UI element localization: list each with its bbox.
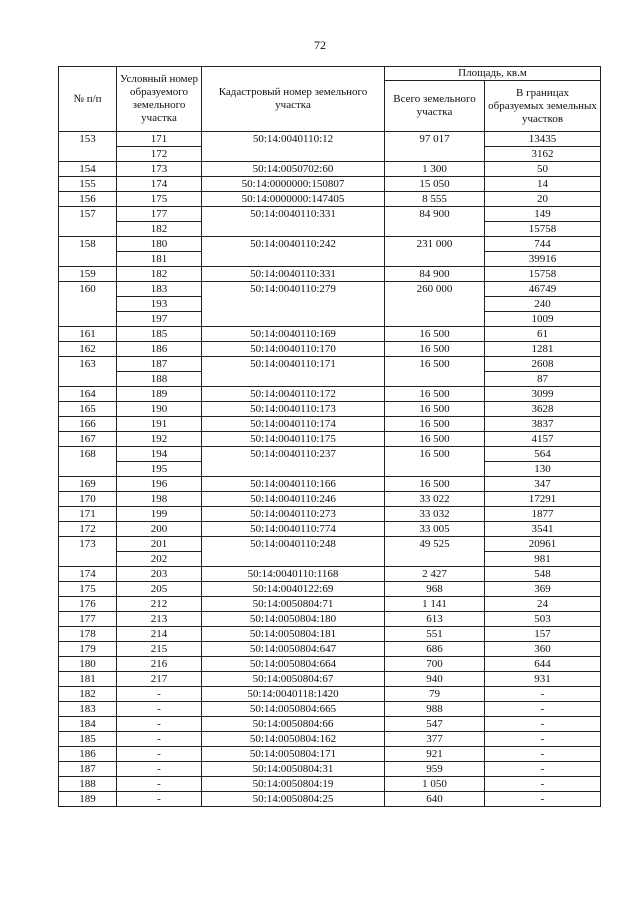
land-plots-table: [58, 66, 601, 807]
header-cadastral-number: Кадастровый номер земельного участка: [202, 67, 385, 132]
area-within-boundaries: 20: [485, 192, 601, 207]
conditional-plot-number: 172: [117, 147, 202, 162]
table-row: [59, 777, 601, 792]
conditional-plot-number: 215: [117, 642, 202, 657]
total-area: 921: [385, 747, 485, 762]
cadastral-number: 50:14:0050804:66: [202, 717, 385, 732]
row-number: 187: [59, 762, 117, 777]
table-header: [59, 67, 601, 132]
table-row: [59, 192, 601, 207]
conditional-plot-number: 188: [117, 372, 202, 387]
row-number: 177: [59, 612, 117, 627]
area-within-boundaries: 3099: [485, 387, 601, 402]
table-row: [59, 792, 601, 807]
area-within-boundaries: 564: [485, 447, 601, 462]
total-area: 988: [385, 702, 485, 717]
table-row: [59, 762, 601, 777]
area-within-boundaries: 1281: [485, 342, 601, 357]
cadastral-number: 50:14:0040110:273: [202, 507, 385, 522]
cadastral-number: 50:14:0040110:171: [202, 357, 385, 387]
cadastral-number: 50:14:0050804:665: [202, 702, 385, 717]
cadastral-number: 50:14:0040110:166: [202, 477, 385, 492]
table-row: [59, 492, 601, 507]
conditional-plot-number: 171: [117, 132, 202, 147]
cadastral-number: 50:14:0040110:175: [202, 432, 385, 447]
conditional-plot-number: 173: [117, 162, 202, 177]
area-within-boundaries: 50: [485, 162, 601, 177]
area-within-boundaries: 15758: [485, 222, 601, 237]
total-area: 16 500: [385, 342, 485, 357]
table-row: [59, 342, 601, 357]
area-within-boundaries: 3162: [485, 147, 601, 162]
table-row: [59, 657, 601, 672]
cadastral-number: 50:14:0040110:774: [202, 522, 385, 537]
row-number: 154: [59, 162, 117, 177]
total-area: 377: [385, 732, 485, 747]
header-conditional-number: Условный номер образуемого земельного участка: [117, 67, 202, 132]
area-within-boundaries: 1877: [485, 507, 601, 522]
cadastral-number: 50:14:0000000:147405: [202, 192, 385, 207]
area-within-boundaries: 369: [485, 582, 601, 597]
table-row: [59, 732, 601, 747]
area-within-boundaries: -: [485, 732, 601, 747]
area-within-boundaries: -: [485, 687, 601, 702]
row-number: 182: [59, 687, 117, 702]
area-within-boundaries: 20961: [485, 537, 601, 552]
table-row: [59, 702, 601, 717]
total-area: 84 900: [385, 207, 485, 237]
row-number: 188: [59, 777, 117, 792]
area-within-boundaries: 87: [485, 372, 601, 387]
row-number: 174: [59, 567, 117, 582]
total-area: 16 500: [385, 357, 485, 387]
row-number: 165: [59, 402, 117, 417]
total-area: 1 141: [385, 597, 485, 612]
total-area: 84 900: [385, 267, 485, 282]
table-row: [59, 432, 601, 447]
cadastral-number: 50:14:0050804:31: [202, 762, 385, 777]
cadastral-number: 50:14:0040110:237: [202, 447, 385, 477]
area-within-boundaries: -: [485, 747, 601, 762]
row-number: 167: [59, 432, 117, 447]
row-number: 162: [59, 342, 117, 357]
total-area: 16 500: [385, 327, 485, 342]
conditional-plot-number: 202: [117, 552, 202, 567]
area-within-boundaries: 3837: [485, 417, 601, 432]
conditional-plot-number: -: [117, 702, 202, 717]
row-number: 171: [59, 507, 117, 522]
row-number: 169: [59, 477, 117, 492]
cadastral-number: 50:14:0040110:248: [202, 537, 385, 567]
table-row: [59, 447, 601, 462]
total-area: 16 500: [385, 387, 485, 402]
total-area: 231 000: [385, 237, 485, 267]
cadastral-number: 50:14:0050804:67: [202, 672, 385, 687]
area-within-boundaries: 347: [485, 477, 601, 492]
page-number: 72: [314, 38, 326, 52]
cadastral-number: 50:14:0050804:181: [202, 627, 385, 642]
conditional-plot-number: -: [117, 777, 202, 792]
total-area: 33 005: [385, 522, 485, 537]
row-number: 168: [59, 447, 117, 477]
conditional-plot-number: 193: [117, 297, 202, 312]
area-within-boundaries: -: [485, 762, 601, 777]
total-area: 16 500: [385, 447, 485, 477]
conditional-plot-number: 203: [117, 567, 202, 582]
header-within-area: В границах образуемых земельных участков: [485, 81, 601, 132]
conditional-plot-number: 191: [117, 417, 202, 432]
row-number: 186: [59, 747, 117, 762]
table-row: [59, 642, 601, 657]
area-within-boundaries: 15758: [485, 267, 601, 282]
area-within-boundaries: 24: [485, 597, 601, 612]
total-area: 16 500: [385, 477, 485, 492]
table-row: [59, 387, 601, 402]
row-number: 160: [59, 282, 117, 327]
conditional-plot-number: 182: [117, 222, 202, 237]
total-area: 260 000: [385, 282, 485, 327]
row-number: 153: [59, 132, 117, 162]
area-within-boundaries: 149: [485, 207, 601, 222]
row-number: 176: [59, 597, 117, 612]
conditional-plot-number: 212: [117, 597, 202, 612]
row-number: 161: [59, 327, 117, 342]
total-area: 686: [385, 642, 485, 657]
cadastral-number: 50:14:0040110:279: [202, 282, 385, 327]
cadastral-number: 50:14:0040110:331: [202, 267, 385, 282]
row-number: 163: [59, 357, 117, 387]
area-within-boundaries: 1009: [485, 312, 601, 327]
cadastral-number: 50:14:0000000:150807: [202, 177, 385, 192]
conditional-plot-number: 174: [117, 177, 202, 192]
table-row: [59, 747, 601, 762]
area-within-boundaries: 2608: [485, 357, 601, 372]
conditional-plot-number: 182: [117, 267, 202, 282]
area-within-boundaries: 548: [485, 567, 601, 582]
row-number: 189: [59, 792, 117, 807]
total-area: 16 500: [385, 432, 485, 447]
conditional-plot-number: 186: [117, 342, 202, 357]
conditional-plot-number: 187: [117, 357, 202, 372]
area-within-boundaries: 644: [485, 657, 601, 672]
conditional-plot-number: -: [117, 732, 202, 747]
cadastral-number: 50:14:0040110:246: [202, 492, 385, 507]
cadastral-number: 50:14:0040110:169: [202, 327, 385, 342]
row-number: 158: [59, 237, 117, 267]
cadastral-number: 50:14:0040118:1420: [202, 687, 385, 702]
row-number: 183: [59, 702, 117, 717]
header-total-area: Всего земельного участка: [385, 81, 485, 132]
conditional-plot-number: 183: [117, 282, 202, 297]
cadastral-number: 50:14:0050804:25: [202, 792, 385, 807]
conditional-plot-number: 213: [117, 612, 202, 627]
conditional-plot-number: 185: [117, 327, 202, 342]
table-body: [59, 132, 601, 807]
table-row: [59, 282, 601, 297]
table-row: [59, 582, 601, 597]
table-row: [59, 522, 601, 537]
table-row: [59, 687, 601, 702]
cadastral-number: 50:14:0040110:331: [202, 207, 385, 237]
total-area: 640: [385, 792, 485, 807]
table-row: [59, 402, 601, 417]
total-area: 700: [385, 657, 485, 672]
table-row: [59, 267, 601, 282]
cadastral-number: 50:14:0040110:174: [202, 417, 385, 432]
conditional-plot-number: -: [117, 747, 202, 762]
row-number: 185: [59, 732, 117, 747]
area-within-boundaries: -: [485, 702, 601, 717]
conditional-plot-number: 201: [117, 537, 202, 552]
area-within-boundaries: 4157: [485, 432, 601, 447]
total-area: 97 017: [385, 132, 485, 162]
conditional-plot-number: 196: [117, 477, 202, 492]
row-number: 166: [59, 417, 117, 432]
row-number: 180: [59, 657, 117, 672]
area-within-boundaries: 157: [485, 627, 601, 642]
cadastral-number: 50:14:0040110:172: [202, 387, 385, 402]
area-within-boundaries: -: [485, 777, 601, 792]
total-area: 959: [385, 762, 485, 777]
row-number: 164: [59, 387, 117, 402]
cadastral-number: 50:14:0050804:19: [202, 777, 385, 792]
cadastral-number: 50:14:0050804:162: [202, 732, 385, 747]
conditional-plot-number: 197: [117, 312, 202, 327]
conditional-plot-number: 198: [117, 492, 202, 507]
conditional-plot-number: -: [117, 687, 202, 702]
conditional-plot-number: 214: [117, 627, 202, 642]
table-row: [59, 132, 601, 147]
area-within-boundaries: 130: [485, 462, 601, 477]
total-area: 551: [385, 627, 485, 642]
conditional-plot-number: 194: [117, 447, 202, 462]
area-within-boundaries: 981: [485, 552, 601, 567]
area-within-boundaries: 46749: [485, 282, 601, 297]
conditional-plot-number: 180: [117, 237, 202, 252]
row-number: 179: [59, 642, 117, 657]
area-within-boundaries: 13435: [485, 132, 601, 147]
row-number: 181: [59, 672, 117, 687]
table-row: [59, 162, 601, 177]
table-row: [59, 477, 601, 492]
area-within-boundaries: -: [485, 792, 601, 807]
conditional-plot-number: 199: [117, 507, 202, 522]
total-area: 8 555: [385, 192, 485, 207]
conditional-plot-number: 181: [117, 252, 202, 267]
total-area: 79: [385, 687, 485, 702]
conditional-plot-number: 190: [117, 402, 202, 417]
area-within-boundaries: -: [485, 717, 601, 732]
table-row: [59, 327, 601, 342]
header-area: Площадь, кв.м: [385, 67, 601, 81]
conditional-plot-number: -: [117, 762, 202, 777]
conditional-plot-number: 192: [117, 432, 202, 447]
conditional-plot-number: 217: [117, 672, 202, 687]
total-area: 49 525: [385, 537, 485, 567]
cadastral-number: 50:14:0050804:647: [202, 642, 385, 657]
cadastral-number: 50:14:0040110:1168: [202, 567, 385, 582]
cadastral-number: 50:14:0050804:664: [202, 657, 385, 672]
area-within-boundaries: 39916: [485, 252, 601, 267]
table-row: [59, 672, 601, 687]
table-row: [59, 207, 601, 222]
table-row: [59, 612, 601, 627]
cadastral-number: 50:14:0050804:71: [202, 597, 385, 612]
total-area: 968: [385, 582, 485, 597]
total-area: 2 427: [385, 567, 485, 582]
area-within-boundaries: 744: [485, 237, 601, 252]
conditional-plot-number: 216: [117, 657, 202, 672]
area-within-boundaries: 14: [485, 177, 601, 192]
area-within-boundaries: 61: [485, 327, 601, 342]
total-area: 15 050: [385, 177, 485, 192]
table-row: [59, 177, 601, 192]
area-within-boundaries: 931: [485, 672, 601, 687]
area-within-boundaries: 503: [485, 612, 601, 627]
table-row: [59, 417, 601, 432]
table-row: [59, 237, 601, 252]
cadastral-number: 50:14:0040110:12: [202, 132, 385, 162]
row-number: 172: [59, 522, 117, 537]
cadastral-number: 50:14:0050804:171: [202, 747, 385, 762]
total-area: 16 500: [385, 417, 485, 432]
total-area: 33 032: [385, 507, 485, 522]
conditional-plot-number: 175: [117, 192, 202, 207]
table-row: [59, 357, 601, 372]
conditional-plot-number: 177: [117, 207, 202, 222]
row-number: 155: [59, 177, 117, 192]
conditional-plot-number: 189: [117, 387, 202, 402]
row-number: 173: [59, 537, 117, 567]
row-number: 157: [59, 207, 117, 237]
row-number: 178: [59, 627, 117, 642]
area-within-boundaries: 17291: [485, 492, 601, 507]
area-within-boundaries: 3628: [485, 402, 601, 417]
cadastral-number: 50:14:0050702:60: [202, 162, 385, 177]
table-row: [59, 717, 601, 732]
area-within-boundaries: 240: [485, 297, 601, 312]
area-within-boundaries: 3541: [485, 522, 601, 537]
total-area: 940: [385, 672, 485, 687]
cadastral-number: 50:14:0050804:180: [202, 612, 385, 627]
table-row: [59, 627, 601, 642]
conditional-plot-number: 205: [117, 582, 202, 597]
total-area: 1 050: [385, 777, 485, 792]
row-number: 170: [59, 492, 117, 507]
table-row: [59, 537, 601, 552]
conditional-plot-number: -: [117, 717, 202, 732]
row-number: 159: [59, 267, 117, 282]
cadastral-number: 50:14:0040122:69: [202, 582, 385, 597]
total-area: 16 500: [385, 402, 485, 417]
cadastral-number: 50:14:0040110:170: [202, 342, 385, 357]
total-area: 547: [385, 717, 485, 732]
total-area: 613: [385, 612, 485, 627]
table-row: [59, 567, 601, 582]
conditional-plot-number: 200: [117, 522, 202, 537]
cadastral-number: 50:14:0040110:173: [202, 402, 385, 417]
cadastral-number: 50:14:0040110:242: [202, 237, 385, 267]
total-area: 1 300: [385, 162, 485, 177]
conditional-plot-number: 195: [117, 462, 202, 477]
total-area: 33 022: [385, 492, 485, 507]
header-number: № п/п: [59, 67, 117, 132]
row-number: 175: [59, 582, 117, 597]
conditional-plot-number: -: [117, 792, 202, 807]
row-number: 156: [59, 192, 117, 207]
row-number: 184: [59, 717, 117, 732]
table-row: [59, 507, 601, 522]
table-row: [59, 597, 601, 612]
area-within-boundaries: 360: [485, 642, 601, 657]
